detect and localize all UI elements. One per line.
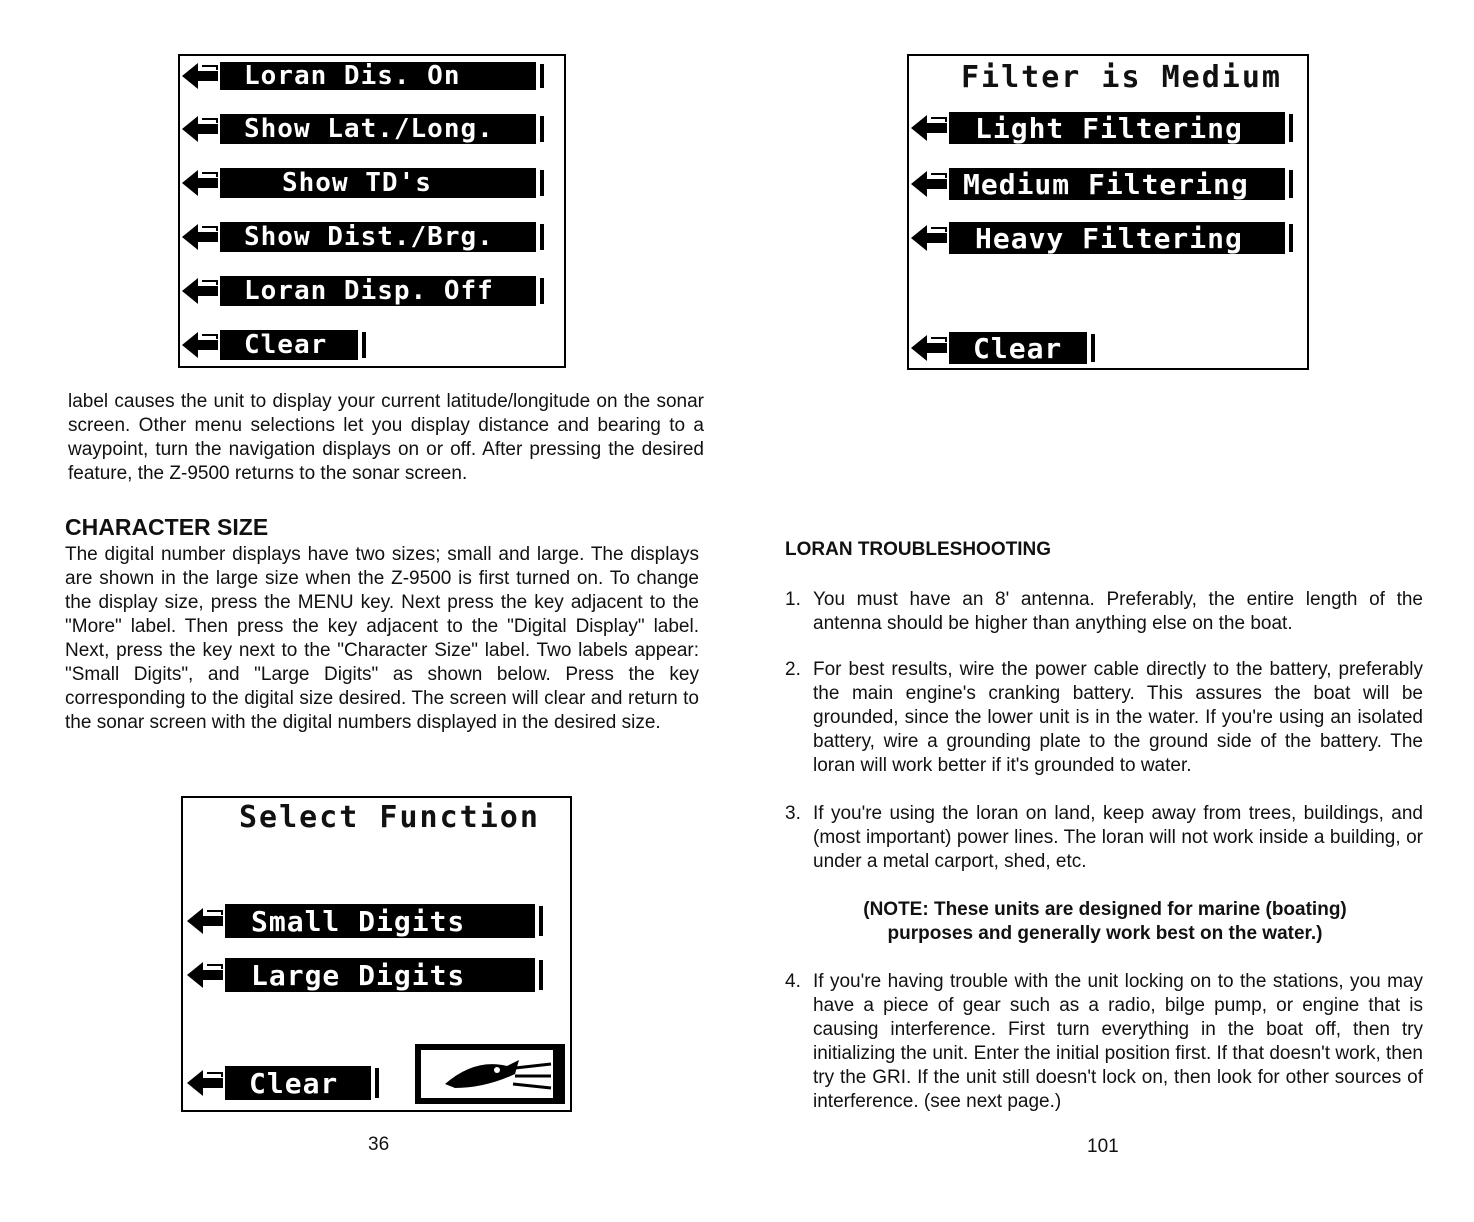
menu-item-medium-filtering[interactable]	[911, 168, 1293, 200]
arrow-left-icon	[182, 116, 198, 142]
menu-item-large-digits[interactable]	[187, 958, 543, 992]
arrow-left-icon	[911, 225, 927, 251]
list-text: If you're using the loran on land, keep away from trees, buildings, and (most important) power lines. The loran will not work inside a building, or under a metal carport, shed, etc.	[813, 803, 1423, 872]
page-number-right: 101	[1087, 1136, 1119, 1157]
clear-button[interactable]	[182, 330, 366, 360]
clear-label: Clear	[949, 332, 1087, 364]
menu-label: Show TD's	[220, 168, 536, 198]
menu-label: Heavy Filtering	[949, 222, 1285, 254]
menu-label: Light Filtering	[949, 112, 1285, 144]
arrow-left-icon	[182, 170, 198, 196]
arrow-left-icon	[182, 332, 198, 358]
list-number: 1.	[785, 589, 801, 610]
select-function-screen	[181, 796, 572, 1112]
list-text: For best results, wire the power cable directly to the battery, preferably the main engine's cranking battery. This assures the boat will be grounded, since the lower unit is in the water. If you're using an isolated battery, wire a grounding plate to the ground side of the battery. The loran will work better if it's grounded to water.	[813, 659, 1423, 776]
screen-title: Filter is Medium	[961, 60, 1282, 95]
menu-label: Large Digits	[225, 958, 535, 992]
menu-label: Show Dist./Brg.	[220, 222, 536, 252]
list-text: If you're having trouble with the unit locking on to the stations, you may have a piece of gear such as a radio, bilge pump, or engine that is causing interference. First turn everything in the boat off, then try initializing the unit. Enter the initial position first. If that doesn't work, then try the GRI. If the unit still doesn't lock on, then look for other sources of interference. (see next page.)	[813, 971, 1423, 1112]
clear-button[interactable]	[911, 332, 1095, 364]
arrow-left-icon	[187, 962, 203, 988]
troubleshooting-heading: LORAN TROUBLESHOOTING	[785, 539, 1051, 560]
menu-item-loran-dis-on[interactable]	[182, 62, 544, 90]
menu-item-light-filtering[interactable]	[911, 112, 1293, 144]
menu-label: Loran Dis. On	[220, 62, 536, 90]
page-number-left: 36	[368, 1134, 390, 1155]
arrow-left-icon	[187, 1070, 203, 1096]
arrow-left-icon	[182, 224, 198, 250]
loran-display-menu-screen	[178, 54, 566, 368]
filter-menu-screen	[907, 54, 1309, 370]
note-line-1: (NOTE: These units are designed for marine (boating)	[863, 899, 1347, 920]
menu-item-show-lat-long[interactable]	[182, 114, 544, 144]
list-text: You must have an 8' antenna. Preferably, the entire length of the antenna should be higher than anything else on the boat.	[813, 589, 1423, 634]
menu-item-heavy-filtering[interactable]	[911, 222, 1293, 254]
clear-button[interactable]	[187, 1066, 379, 1100]
list-number: 3.	[785, 803, 801, 824]
arrow-left-icon	[187, 908, 203, 934]
menu-label: Loran Disp. Off	[220, 276, 536, 306]
clear-label: Clear	[225, 1066, 371, 1100]
screen-title: Select Function	[239, 800, 540, 835]
arrow-left-icon	[182, 63, 198, 89]
arrow-left-icon	[182, 278, 198, 304]
intro-paragraph: label causes the unit to display your current latitude/longitude on the sonar screen. Other menu selections let you display distance and bearing to a waypoint, turn the navigation displays on or off. After pressing the desired feature, the Z-9500 returns to the sonar screen.	[68, 391, 704, 484]
list-number: 2.	[785, 659, 801, 680]
menu-label: Show Lat./Long.	[220, 114, 536, 144]
menu-label: Small Digits	[225, 904, 535, 938]
brand-logo-icon	[415, 1044, 565, 1104]
menu-label: Medium Filtering	[949, 168, 1285, 200]
menu-item-show-tds[interactable]	[182, 168, 544, 198]
menu-item-show-dist-brg[interactable]	[182, 222, 544, 252]
arrow-left-icon	[911, 115, 927, 141]
list-number: 4.	[785, 971, 801, 992]
character-size-paragraph: The digital number displays have two sizes; small and large. The displays are shown in the large size when the Z-9500 is first turned on. To change the display size, press the MENU key. Next press the key adjacent to the "More" label. Then press the key adjacent to the "Digital Display" label. Next, press the key next to the "Character Size" label. Two labels appear: "Small Digits", and "Large Digits" as shown below. Press the key corresponding to the digital size desired. The screen will clear and return to the sonar screen with the digital numbers displayed in the desired size.	[65, 544, 699, 733]
menu-item-loran-disp-off[interactable]	[182, 276, 544, 306]
character-size-heading: CHARACTER SIZE	[65, 514, 269, 540]
clear-label: Clear	[220, 330, 358, 360]
arrow-left-icon	[911, 171, 927, 197]
arrow-left-icon	[911, 335, 927, 361]
note-line-2: purposes and generally work best on the water.)	[887, 923, 1323, 944]
menu-item-small-digits[interactable]	[187, 904, 543, 938]
